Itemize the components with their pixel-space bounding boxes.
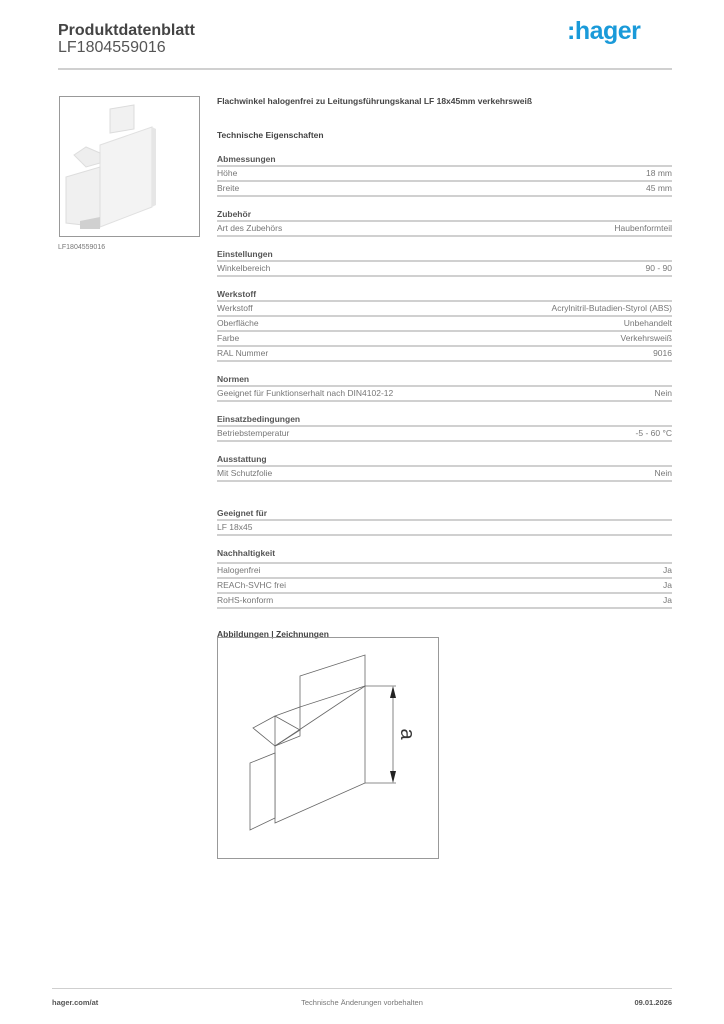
section-title: Abmessungen bbox=[217, 154, 672, 167]
property-label: REACh-SVHC frei bbox=[217, 580, 286, 590]
svg-text:a: a bbox=[396, 728, 418, 740]
property-row bbox=[217, 387, 672, 402]
property-row bbox=[217, 302, 672, 317]
property-value: -5 - 60 °C bbox=[635, 428, 672, 438]
section-title: Ausstattung bbox=[217, 454, 672, 467]
property-label: Mit Schutzfolie bbox=[217, 468, 273, 478]
property-value: Nein bbox=[654, 468, 672, 478]
property-label: Oberfläche bbox=[217, 318, 259, 328]
property-row bbox=[217, 222, 672, 237]
property-label: Breite bbox=[217, 183, 240, 193]
property-row bbox=[217, 579, 672, 594]
section-einstellungen bbox=[217, 249, 672, 277]
property-label: Farbe bbox=[217, 333, 240, 343]
hager-logo: :hager bbox=[567, 17, 641, 45]
header-divider bbox=[58, 68, 672, 70]
section-geeignet-fuer bbox=[217, 508, 672, 536]
section-einsatzbedingungen bbox=[217, 414, 672, 442]
property-label: Höhe bbox=[217, 168, 238, 178]
property-value: Verkehrsweiß bbox=[620, 333, 672, 343]
property-row bbox=[217, 427, 672, 442]
section-title: Einstellungen bbox=[217, 249, 672, 262]
product-name: Flachwinkel halogenfrei zu Leitungsführungskanal LF 18x45mm verkehrsweiß bbox=[217, 96, 533, 106]
drawing-icon bbox=[218, 638, 438, 858]
technical-drawing bbox=[217, 637, 439, 859]
section-title: Werkstoff bbox=[217, 289, 672, 302]
section-ausstattung bbox=[217, 454, 672, 482]
article-number: LF1804559016 bbox=[58, 39, 166, 56]
property-value: Unbehandelt bbox=[623, 318, 672, 328]
section-title: Geeignet für bbox=[217, 508, 672, 521]
product-image bbox=[59, 96, 200, 237]
property-value: 45 mm bbox=[646, 183, 672, 193]
property-label: Werkstoff bbox=[217, 303, 253, 313]
footer-divider bbox=[52, 988, 672, 989]
property-label: Geeignet für Funktionserhalt nach DIN4102-12 bbox=[217, 388, 394, 398]
property-row bbox=[217, 317, 672, 332]
section-title: Einsatzbedingungen bbox=[217, 414, 672, 427]
section-nachhaltigkeit bbox=[217, 548, 672, 609]
suitable-item bbox=[217, 521, 672, 536]
property-row bbox=[217, 167, 672, 182]
property-value: Haubenformteil bbox=[614, 223, 672, 233]
property-value: Nein bbox=[654, 388, 672, 398]
image-caption: LF1804559016 bbox=[58, 244, 106, 251]
property-value: Ja bbox=[663, 565, 672, 575]
property-row bbox=[217, 332, 672, 347]
property-row bbox=[217, 347, 672, 362]
property-label: RoHS-konform bbox=[217, 595, 274, 605]
property-row bbox=[217, 564, 672, 579]
property-label: Winkelbereich bbox=[217, 263, 271, 273]
footer-website-link[interactable]: hager.com/at bbox=[52, 998, 99, 1007]
technical-properties-title: Technische Eigenschaften bbox=[217, 130, 324, 140]
section-zubehoer bbox=[217, 209, 672, 237]
property-label: Halogenfrei bbox=[217, 565, 261, 575]
property-value: 18 mm bbox=[646, 168, 672, 178]
suitable-item-label: LF 18x45 bbox=[217, 522, 253, 532]
figures-title: Abbildungen | Zeichnungen bbox=[217, 629, 329, 639]
property-row bbox=[217, 182, 672, 197]
section-normen bbox=[217, 374, 672, 402]
property-label: RAL Nummer bbox=[217, 348, 269, 358]
product-details bbox=[217, 96, 672, 641]
property-value: Ja bbox=[663, 595, 672, 605]
property-label: Art des Zubehörs bbox=[217, 223, 283, 233]
property-row bbox=[217, 594, 672, 609]
section-title: Nachhaltigkeit bbox=[217, 548, 672, 564]
property-value: 90 - 90 bbox=[645, 263, 672, 273]
section-title: Zubehör bbox=[217, 209, 672, 222]
section-title: Normen bbox=[217, 374, 672, 387]
property-value: Ja bbox=[663, 580, 672, 590]
property-row bbox=[217, 262, 672, 277]
property-label: Betriebstemperatur bbox=[217, 428, 290, 438]
section-werkstoff bbox=[217, 289, 672, 362]
footer-note: Technische Änderungen vorbehalten bbox=[301, 998, 423, 1007]
property-row bbox=[217, 467, 672, 482]
page-title: Produktdatenblatt bbox=[58, 22, 195, 39]
section-abmessungen bbox=[217, 154, 672, 197]
property-value: 9016 bbox=[653, 348, 672, 358]
property-value: Acrylnitril-Butadien-Styrol (ABS) bbox=[551, 303, 672, 313]
product-photo-icon bbox=[60, 97, 199, 236]
footer-date: 09.01.2026 bbox=[634, 998, 672, 1007]
